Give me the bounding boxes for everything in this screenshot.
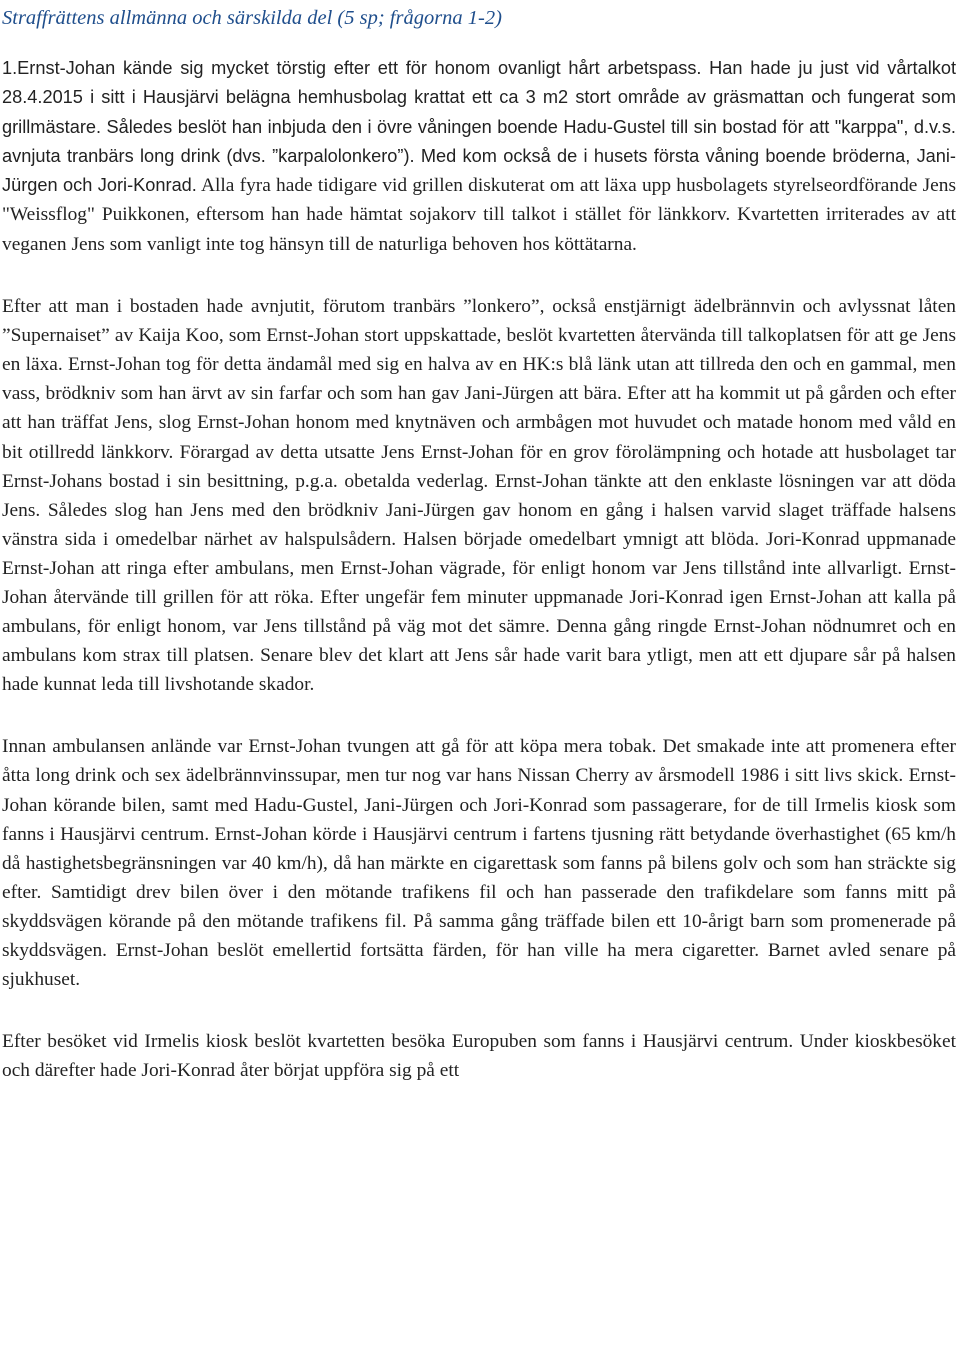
document-page [2, 0, 956, 1085]
paragraph-3: Innan ambulansen anlände var Ernst-Johan tvungen att gå för att köpa mera tobak. Det smakade inte att promenera efter åtta long drink och sex ädelbrännvinssupar, men tur nog var hans Nissan Cherry av årsmodell 1986 i sitt livs skick. Ernst-Johan körande bilen, samt med Hadu-Gustel, Jani-Jürgen och Jori-Konrad som passagerare, for de till Irmelis kiosk som fanns i Hausjärvi centrum. Ernst-Johan körde i Hausjärvi centrum i fartens tjusning rätt betydande överhastighet (65 km/h då hastighetsbegränsningen var 40 km/h), då han märkte en cigarettask som fanns på bilens golv och som han sträckte sig efter. Samtidigt drev bilen över i den mötande trafikens fil och han passerade den trafikdelare som fanns mitt på skyddsvägen körande på den mötande trafikens fil. På samma gång träffade bilen ett 10-årigt barn som promenerade på skyddsvägen. Ernst-Johan beslöt emellertid fortsätta färden, för han ville ha mera cigaretter. Barnet avled senare på sjukhuset. [2, 736, 956, 991]
paragraph-1-part-1: 1.Ernst-Johan kände sig mycket törstig efter ett för honom ovanligt hårt arbetspass. Han hade ju just vid vårtalkot 28.4.2015 i sitt i Hausjärvi belägna hemhusbolag krattat ett ca 3 m2 stort område av gräsmattan och fungerat som grillmästare. Således beslöt han inbjuda den i övre våningen boende Hadu-Gustel till sin bostad för att "karppa", d.v.s. avnjuta tranbärs long drink (dvs. ”karpalolonkero”). Med kom också de i husets första våning boende bröderna, Jani-Jürgen och Jori-Konrad. [2, 58, 956, 196]
document-title: Straffrättens allmänna och särskilda del (5 sp; frågorna 1-2) [2, 7, 502, 29]
paragraph-1-part-2: Alla fyra hade tidigare vid grillen diskuterat om att läxa upp husbolagets styrelseordförande Jens "Weissflog" Puikkonen, eftersom han hade hämtat sojakorv till talkot i stället för länkkorv. Kvartetten irriterades av att veganen Jens som vanligt inte tog hänsyn till de naturliga behoven hos köttätarna. [2, 175, 956, 255]
paragraph-4: Efter besöket vid Irmelis kiosk beslöt kvartetten besöka Europuben som fanns i Hausjärvi centrum. Under kioskbesöket och därefter hade Jori-Konrad åter börjat uppföra sig på ett [2, 1031, 956, 1082]
paragraph-1 [2, 54, 956, 259]
paragraph-2: Efter att man i bostaden hade avnjutit, förutom tranbärs ”lonkero”, också enstjärnigt ädelbrännvin och avlyssnat låten ”Supernaiset” av Kaija Koo, som Ernst-Johan stort uppskattade, beslöt kvartetten återvända till talkoplatsen för att ge Jens en läxa. Ernst-Johan tog för detta ändamål med sig en halva av en HK:s blå länk utan att tillreda den och en gammal, men vass, brödkniv som han ärvt av sin farfar och som han gav Jani-Jürgen att bära. Efter att ha kommit ut på gården och efter att han träffat Jens, slog Ernst-Johan honom med knytnäven och armbågen mot huvudet och matade honom med våld en bit otillredd länkkorv. Förargad av detta utsatte Jens Ernst-Johan för en grov förolämpning och hotade att husbolaget tar Ernst-Johans bostad i sin besittning, p.g.a. obetalda vederlag. Ernst-Johan tänkte att den enklaste lösningen var att döda Jens. Således slog han Jens med den brödkniv Jani-Jürgen gav honom en gång i halsen varvid slaget träffade halsens vänstra sida i omedelbar närhet av halspulsådern. Halsen började omedelbart ymnigt att blöda. Jori-Konrad uppmanade Ernst-Johan att ringa efter ambulans, men Ernst-Johan vägrade, för enligt honom var Jens tillstånd inte allvarligt. Ernst-Johan återvände till grillen för att röka. Efter ungefär fem minuter uppmanade Jori-Konrad igen Ernst-Johan att kalla på ambulans, för enligt honom, var Jens tillstånd på väg mot det sämre. Denna gång ringde Ernst-Johan nödnumret och en ambulans kom strax till platsen. Senare blev det klart att Jens sår hade varit bara ytligt, men att ett djupare sår på halsen hade kunnat leda till livshotande skador. [2, 296, 956, 696]
